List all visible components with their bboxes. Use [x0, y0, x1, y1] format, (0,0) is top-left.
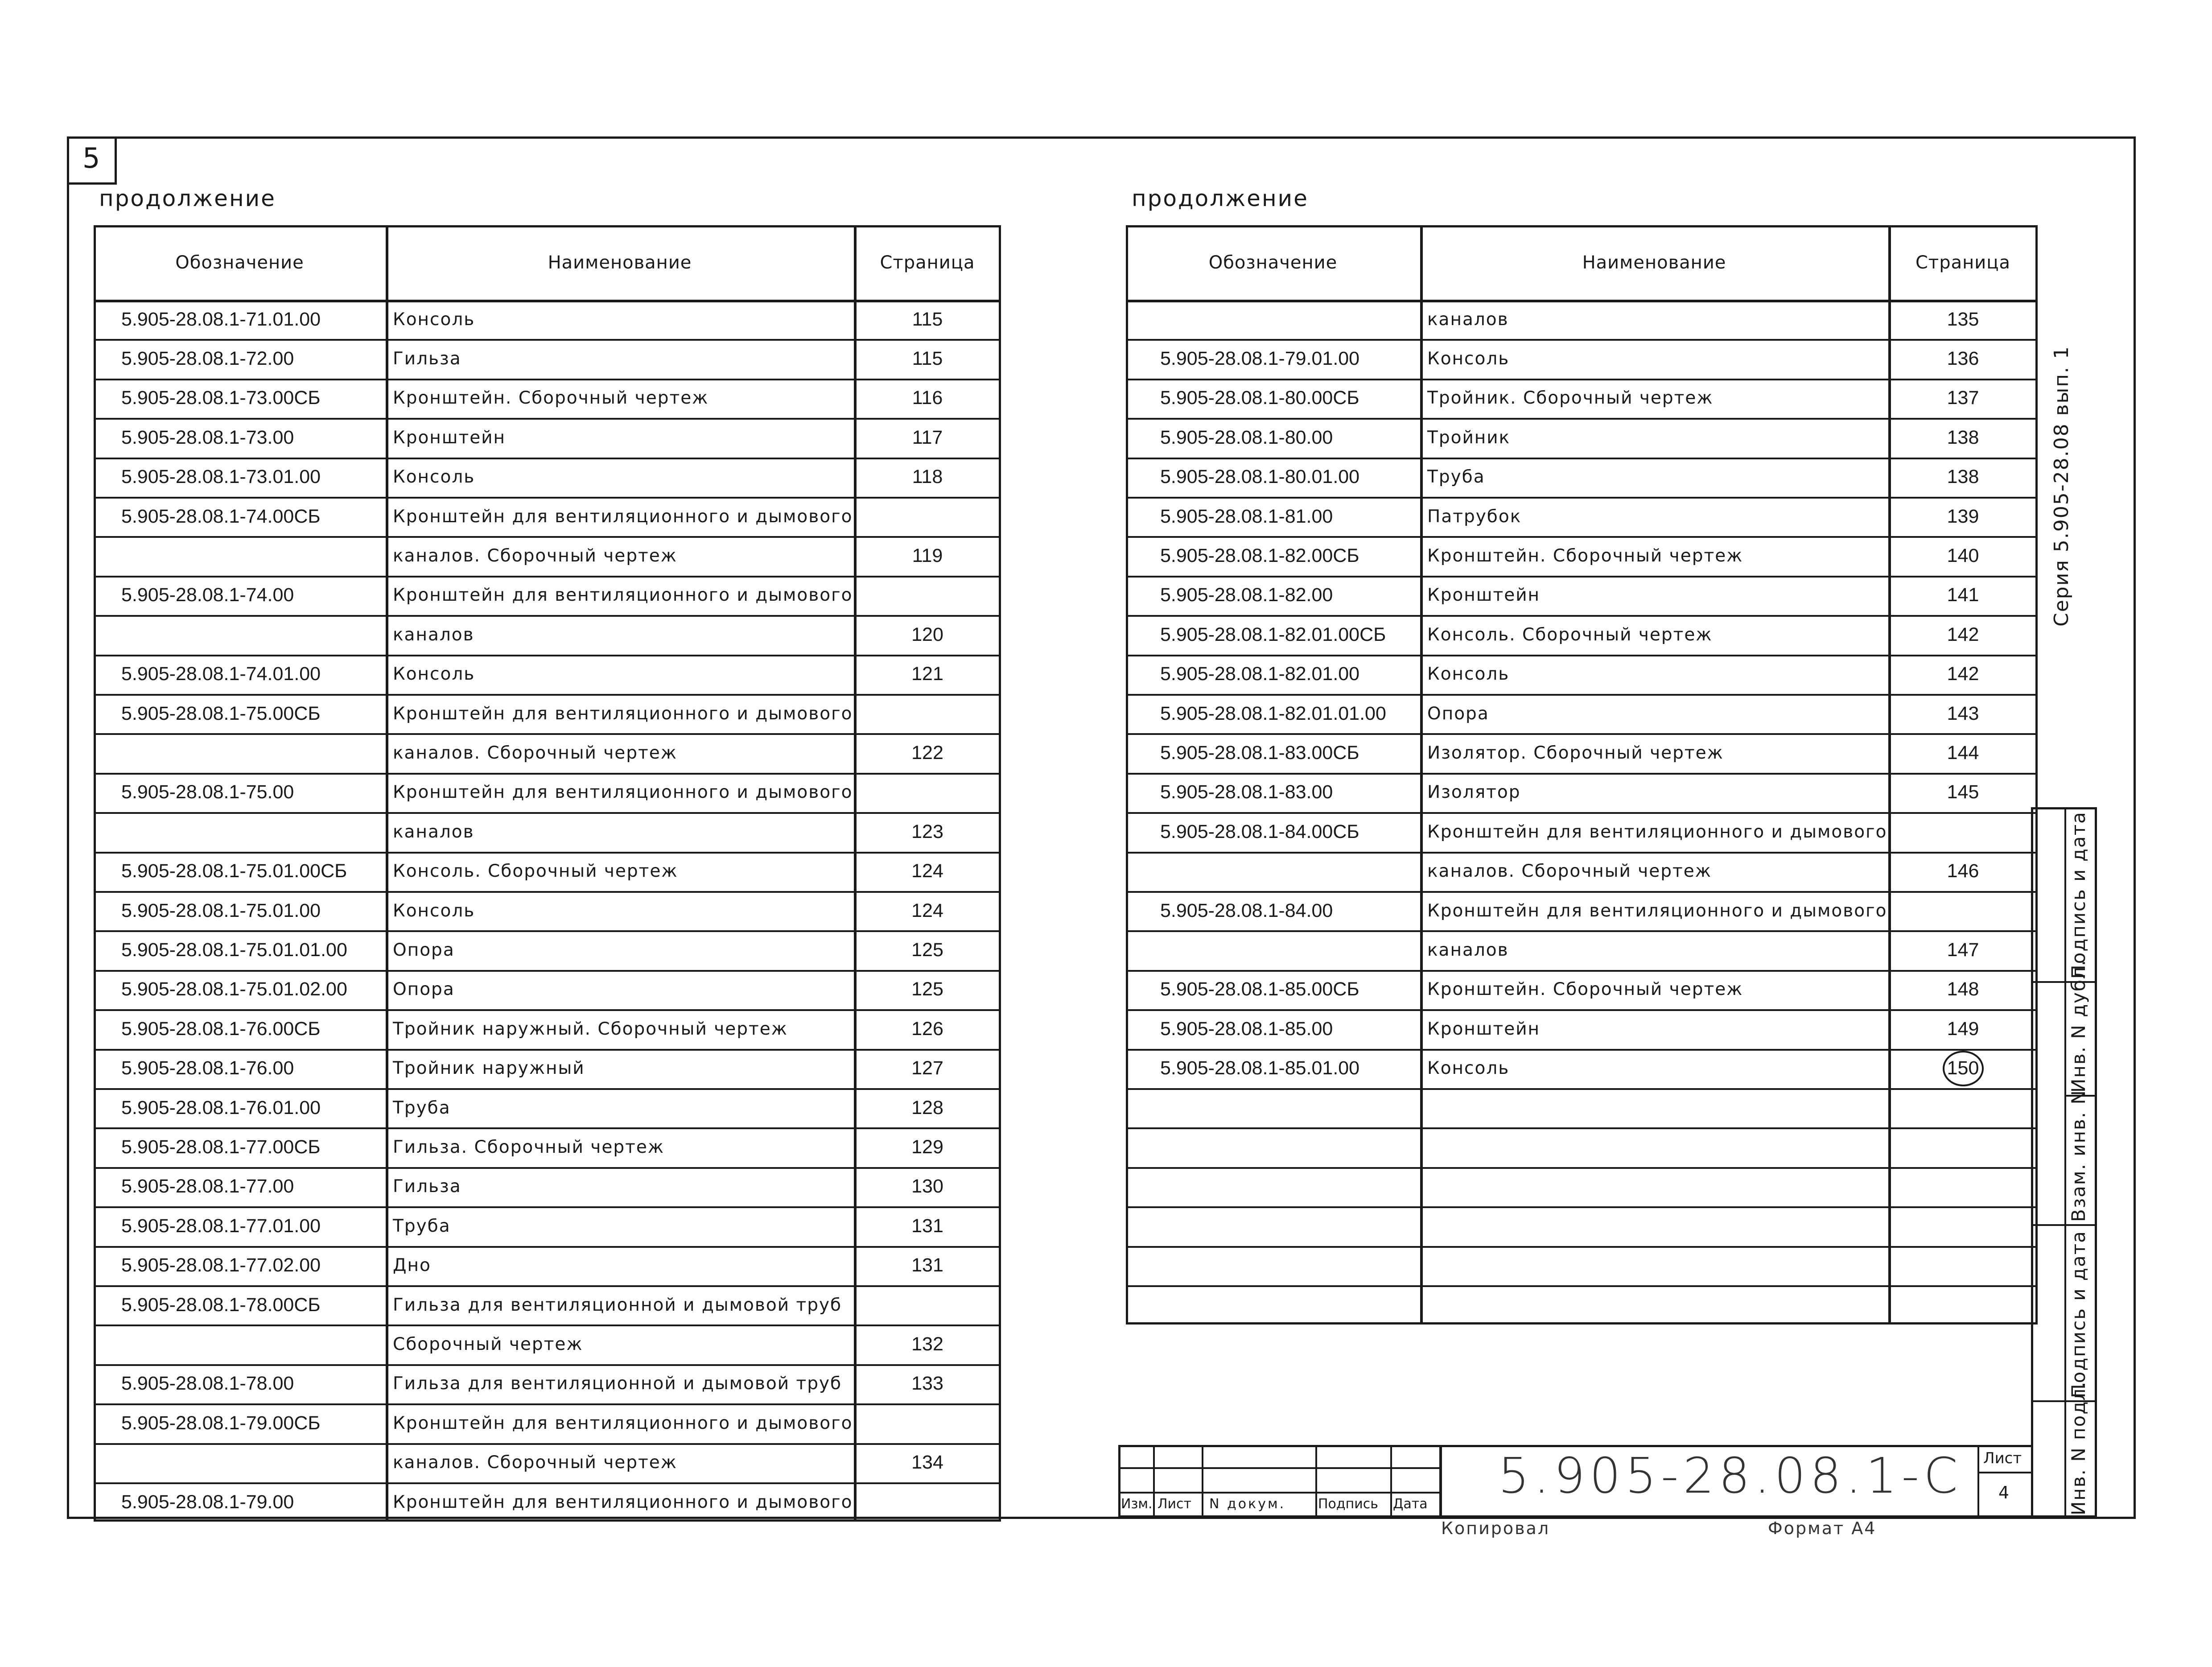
side-stamp-signature-date-2: Подпись и дата [2068, 1230, 2089, 1398]
row-designation: 5.905-28.08.1-77.02.00 [121, 1254, 321, 1276]
left-header-name: Наименование [548, 252, 692, 273]
left-header-page: Страница [880, 252, 975, 273]
row-designation [116, 1443, 391, 1482]
row-name: Консоль. Сборочный чертеж [1427, 624, 1713, 645]
row-page [1888, 891, 2038, 930]
row-name: Кронштейн для вентиляционного и дымового [393, 585, 853, 606]
row-name: Кронштейн для вентиляционного и дымового [393, 1492, 853, 1512]
row-designation: 5.905-28.08.1-81.00 [1160, 505, 1333, 527]
row-designation: 5.905-28.08.1-82.01.00 [1160, 663, 1360, 685]
row-name: Сборочный чертеж [393, 1334, 583, 1355]
circled-page-number: 150 [1943, 1051, 1984, 1086]
row-designation [1155, 1285, 1425, 1325]
row-designation [1155, 930, 1425, 970]
row-designation: 5.905-28.08.1-82.01.00СБ [1160, 623, 1386, 645]
row-page: 125 [911, 939, 943, 961]
row-designation: 5.905-28.08.1-71.01.00 [121, 308, 321, 330]
row-designation [1155, 1246, 1425, 1285]
row-name [1420, 1285, 1895, 1325]
row-page: 141 [1947, 584, 1979, 606]
row-designation: 5.905-28.08.1-79.01.00 [1160, 348, 1360, 370]
tb-sheet-label: Лист [1983, 1449, 2022, 1467]
row-name: Кронштейн для вентиляционного и дымового [393, 1413, 853, 1433]
row-name: каналов [393, 624, 474, 645]
tb-label-signature: Подпись [1318, 1496, 1378, 1512]
row-name: каналов [1427, 940, 1509, 961]
row-page [1888, 1088, 2038, 1127]
row-designation [116, 812, 391, 851]
row-designation: 5.905-28.08.1-77.00 [121, 1176, 294, 1197]
row-name: Кронштейн. Сборочный чертеж [1427, 546, 1743, 566]
row-designation: 5.905-28.08.1-74.01.00 [121, 663, 321, 685]
row-page: 138 [1947, 466, 1979, 488]
row-name: Дно [393, 1255, 431, 1276]
row-designation: 5.905-28.08.1-77.00СБ [121, 1136, 321, 1158]
row-designation: 5.905-28.08.1-85.00 [1160, 1018, 1333, 1040]
row-designation: 5.905-28.08.1-82.00 [1160, 584, 1333, 606]
row-page: 122 [911, 742, 943, 764]
row-page: 128 [911, 1097, 943, 1118]
row-name: Кронштейн для вентиляционного и дымового [393, 782, 853, 803]
row-page [854, 1482, 1001, 1522]
row-page [854, 694, 1001, 733]
row-name: Консоль [393, 664, 475, 685]
row-name: Гильза [393, 349, 461, 369]
row-name: Тройник наружный [393, 1058, 585, 1079]
tb-sheet-value: 4 [1998, 1483, 2010, 1502]
tb-label-change: Изм. [1121, 1496, 1153, 1512]
row-name: Патрубок [1427, 506, 1522, 527]
side-stamp-orig-inv: Инв. N подл. [2068, 1381, 2089, 1515]
row-designation: 5.905-28.08.1-77.01.00 [121, 1215, 321, 1237]
row-name: Кронштейн. Сборочный чертеж [1427, 979, 1743, 1000]
row-designation [116, 733, 391, 772]
row-designation: 5.905-28.08.1-80.01.00 [1160, 466, 1360, 488]
row-page: 132 [911, 1333, 943, 1355]
row-page: 137 [1947, 387, 1979, 409]
row-page: 133 [911, 1373, 943, 1395]
row-designation: 5.905-28.08.1-79.00СБ [121, 1412, 321, 1434]
row-designation: 5.905-28.08.1-74.00 [121, 584, 294, 606]
row-page [1888, 1206, 2038, 1246]
row-name: каналов [393, 821, 474, 842]
row-page [854, 1403, 1001, 1443]
right-header-page: Страница [1915, 252, 2011, 273]
row-page: 126 [911, 1018, 943, 1040]
row-name: Гильза для вентиляционной и дымовой труб [393, 1374, 842, 1394]
row-name: каналов. Сборочный чертеж [393, 1452, 677, 1473]
sheet-number: 5 [82, 142, 100, 174]
row-page [1888, 812, 2038, 851]
row-page: 143 [1947, 702, 1979, 724]
row-name: Гильза. Сборочный чертеж [393, 1137, 664, 1158]
row-name [1420, 1167, 1895, 1206]
row-name: Кронштейн [1427, 585, 1541, 606]
row-page: 120 [911, 623, 943, 645]
row-name: Труба [393, 1216, 451, 1236]
row-designation: 5.905-28.08.1-85.01.00 [1160, 1057, 1360, 1079]
row-page [854, 773, 1001, 812]
row-designation: 5.905-28.08.1-76.01.00 [121, 1097, 321, 1118]
row-designation: 5.905-28.08.1-80.00СБ [1160, 387, 1359, 409]
row-page [1888, 1167, 2038, 1206]
row-designation: 5.905-28.08.1-84.00 [1160, 900, 1333, 921]
row-name: Консоль. Сборочный чертеж [393, 861, 678, 882]
row-name: Кронштейн. Сборочный чертеж [393, 388, 709, 408]
side-stamp-replace-inv: Взам. инв. N [2068, 1089, 2089, 1222]
row-name: Консоль [1427, 349, 1510, 369]
row-name: каналов [1427, 309, 1509, 330]
row-designation: 5.905-28.08.1-75.01.00 [121, 900, 321, 921]
row-page: 142 [1947, 623, 1979, 645]
row-name: Труба [393, 1098, 451, 1118]
row-page: 149 [1947, 1018, 1979, 1040]
row-name: Тройник. Сборочный чертеж [1427, 388, 1714, 408]
row-designation [1155, 852, 1425, 891]
row-designation: 5.905-28.08.1-73.00СБ [121, 387, 321, 409]
row-name: Консоль [393, 309, 475, 330]
row-designation: 5.905-28.08.1-83.00СБ [1160, 742, 1359, 764]
row-page: 131 [911, 1215, 943, 1237]
tb-label-doc: N докум. [1209, 1496, 1286, 1512]
row-designation: 5.905-28.08.1-78.00СБ [121, 1294, 321, 1316]
row-designation: 5.905-28.08.1-84.00СБ [1160, 821, 1359, 842]
row-page: 140 [1947, 545, 1979, 567]
row-page: 134 [911, 1452, 943, 1473]
row-page: 145 [1947, 781, 1979, 803]
document-designation: 5.905-28.08.1-С [1498, 1447, 1962, 1504]
row-designation: 5.905-28.08.1-83.00 [1160, 781, 1333, 803]
row-page: 119 [912, 545, 943, 567]
row-name: Кронштейн для вентиляционного и дымового [393, 703, 853, 724]
row-designation [116, 536, 391, 575]
row-designation: 5.905-28.08.1-73.00 [121, 426, 294, 448]
row-name: Консоль [393, 900, 475, 921]
row-name: Тройник [1427, 427, 1511, 448]
row-designation: 5.905-28.08.1-75.01.00СБ [121, 860, 347, 882]
footer-copied: Копировал [1441, 1518, 1550, 1538]
row-name: Труба [1427, 467, 1485, 487]
row-designation: 5.905-28.08.1-76.00СБ [121, 1018, 321, 1040]
row-name: Опора [393, 979, 455, 1000]
row-designation: 5.905-28.08.1-78.00 [121, 1373, 294, 1395]
row-page: 124 [911, 900, 943, 921]
row-name: Кронштейн [1427, 1019, 1541, 1039]
row-page: 125 [911, 978, 943, 1000]
row-page: 138 [1947, 426, 1979, 448]
row-designation: 5.905-28.08.1-72.00 [121, 348, 294, 370]
footer-format: Формат А4 [1768, 1518, 1877, 1538]
row-name: Тройник наружный. Сборочный чертеж [393, 1019, 788, 1039]
row-page: 148 [1947, 978, 1979, 1000]
row-designation: 5.905-28.08.1-80.00 [1160, 426, 1333, 448]
row-designation: 5.905-28.08.1-82.00СБ [1160, 545, 1359, 567]
row-designation: 5.905-28.08.1-79.00 [121, 1491, 294, 1513]
right-header-name: Наименование [1582, 252, 1726, 273]
row-designation: 5.905-28.08.1-75.01.01.00 [121, 939, 347, 961]
row-name [1420, 1127, 1895, 1167]
row-name [1420, 1246, 1895, 1285]
row-page: 129 [911, 1136, 943, 1158]
row-page [1888, 1049, 2038, 1088]
row-designation: 5.905-28.08.1-85.00СБ [1160, 978, 1359, 1000]
row-page [1888, 1127, 2038, 1167]
side-stamp-signature-date-1: Подпись и дата [2068, 811, 2089, 979]
row-page [854, 497, 1001, 536]
row-designation: 5.905-28.08.1-82.01.01.00 [1160, 702, 1386, 724]
row-page: 124 [911, 860, 943, 882]
row-page: 139 [1947, 505, 1979, 527]
row-name: Кронштейн для вентиляционного и дымового [1427, 821, 1887, 842]
row-designation: 5.905-28.08.1-75.00 [121, 781, 294, 803]
row-page: 131 [911, 1254, 943, 1276]
row-name: Гильза для вентиляционной и дымовой труб [393, 1295, 842, 1315]
row-page: 142 [1947, 663, 1979, 685]
row-page: 117 [912, 426, 943, 448]
row-name: Консоль [393, 467, 475, 487]
row-page: 115 [912, 308, 943, 330]
row-name: Изолятор. Сборочный чертеж [1427, 743, 1724, 763]
row-page: 127 [911, 1057, 943, 1079]
side-stamp-dup-inv: Инв. N дубл. [2068, 959, 2089, 1093]
row-name: Консоль [1427, 1058, 1510, 1079]
row-name: каналов. Сборочный чертеж [393, 743, 677, 763]
row-page: 144 [1947, 742, 1979, 764]
row-page: 123 [911, 821, 943, 842]
row-name: Консоль [1427, 664, 1510, 685]
row-designation [1155, 300, 1425, 339]
row-page [854, 576, 1001, 615]
row-page [1888, 1246, 2038, 1285]
row-designation [1155, 1206, 1425, 1246]
left-continuation-label: продолжение [99, 186, 276, 211]
row-name: Кронштейн для вентиляционного и дымового [1427, 900, 1887, 921]
right-header-designation: Обозначение [1208, 252, 1338, 273]
row-name: каналов. Сборочный чертеж [1427, 861, 1712, 882]
row-page: 118 [912, 466, 943, 488]
row-page: 147 [1947, 939, 1979, 961]
row-designation: 5.905-28.08.1-74.00СБ [121, 505, 321, 527]
row-designation [1155, 1167, 1425, 1206]
row-page [854, 1285, 1001, 1325]
left-header-designation: Обозначение [175, 252, 304, 273]
row-name: Кронштейн для вентиляционного и дымового [393, 506, 853, 527]
row-page: 136 [1947, 348, 1979, 370]
row-designation: 5.905-28.08.1-73.01.00 [121, 466, 321, 488]
row-name: Гильза [393, 1176, 461, 1197]
row-designation: 5.905-28.08.1-75.01.02.00 [121, 978, 347, 1000]
row-name: Опора [1427, 703, 1489, 724]
row-designation [116, 615, 391, 654]
row-page: 116 [912, 387, 943, 409]
series-label: Серия 5.905-28.08 вып. 1 [2050, 346, 2073, 627]
row-designation [1155, 1088, 1425, 1127]
tb-label-sheet: Лист [1157, 1496, 1192, 1512]
row-page: 135 [1947, 308, 1979, 330]
row-page: 130 [911, 1176, 943, 1197]
row-designation [116, 1325, 391, 1364]
row-name: Кронштейн [393, 427, 506, 448]
row-page: 115 [912, 348, 943, 370]
row-designation: 5.905-28.08.1-76.00 [121, 1057, 294, 1079]
row-designation: 5.905-28.08.1-75.00СБ [121, 702, 321, 724]
row-page: 146 [1947, 860, 1979, 882]
row-name [1420, 1088, 1895, 1127]
row-page: 121 [911, 663, 943, 685]
row-designation [1155, 1127, 1425, 1167]
row-name [1420, 1206, 1895, 1246]
tb-label-date: Дата [1393, 1496, 1428, 1512]
right-continuation-label: продолжение [1132, 186, 1309, 211]
row-name: Изолятор [1427, 782, 1521, 803]
row-name: каналов. Сборочный чертеж [393, 546, 677, 566]
row-page [1888, 1285, 2038, 1325]
row-name: Опора [393, 940, 455, 961]
